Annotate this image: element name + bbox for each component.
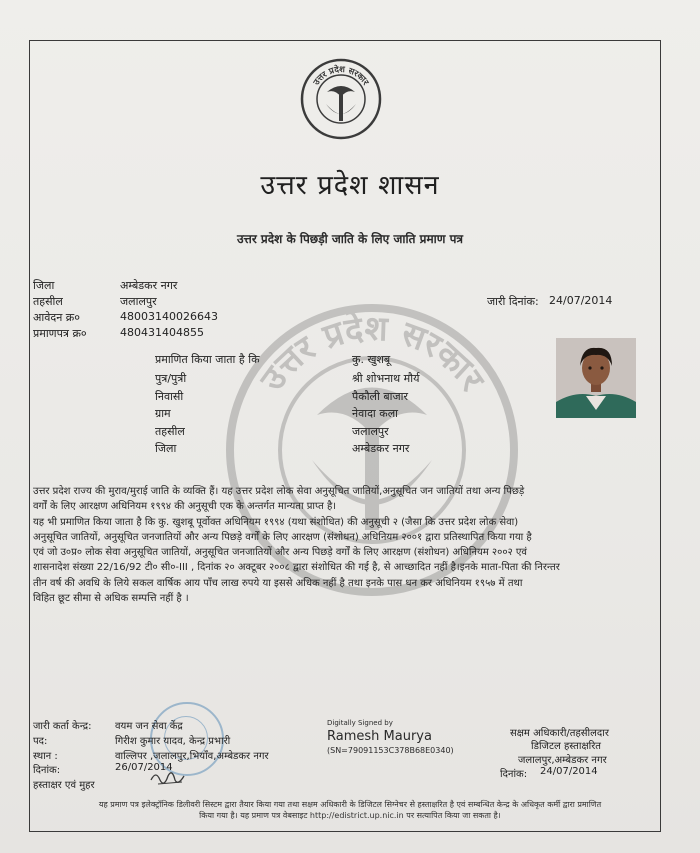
certificate-number: 480431404855	[120, 326, 204, 339]
handwritten-signature-icon	[148, 766, 190, 790]
date-label: दिनांक:	[33, 765, 61, 776]
person-district-label: जिला	[155, 442, 177, 455]
issue-date-value: 24/07/2014	[549, 294, 613, 307]
body-line: विहित छूट सीमा से अधिक सम्पत्ति नहीं है ।	[33, 593, 189, 605]
body-line: एवं जो उ०प्र० लोक सेवा अनुसूचित जातियों, अनुसूचित जनजातियों और अन्य पिछड़े वर्गों के लिए आरक्षण (संशोधन) अधिनियम २००२ एवं	[33, 547, 527, 559]
authority-title: सक्षम अधिकारी/तहसीलदार	[510, 728, 609, 739]
authority-place: जलालपुर,अम्बेडकर नगर	[518, 755, 607, 766]
person-tehsil-value: जलालपुर	[352, 425, 389, 438]
verification-notice: यह प्रमाण पत्र इलेक्ट्रॉनिक डिलीवरी सिस्टम द्वारा तैयार किया गया तथा सक्षम अधिकारी के डिजिटल सिग्नेचर से हस्ताक्षरित है एवं सम्बन्धित केन्द्र के अधिकृत कर्मी द्वारा प्रमाणित	[98, 800, 602, 809]
applicant-name: कु. खुशबू	[352, 353, 391, 366]
post-label: पद:	[33, 736, 48, 747]
tehsil-label: तहसील	[33, 295, 63, 308]
certificate-body	[33, 484, 661, 606]
body-line: तीन वर्ष की अवधि के लिये सकल वार्षिक आय पाँच लाख रुपये या इससे अधिक नहीं है तथा इनके पास धन कर अधिनियम १९५७ में तथा	[33, 577, 523, 589]
authority-digital: डिजिटल हस्ताक्षरित	[531, 741, 601, 752]
applicant-photo	[556, 338, 636, 418]
issue-date-label: जारी दिनांक:	[487, 295, 539, 308]
svg-text:उत्तर प्रदेश सरकार: उत्तर प्रदेश सरकार	[311, 64, 371, 88]
page-title: उत्तर प्रदेश शासन	[260, 170, 440, 201]
certificate-number-label: प्रमाणपत्र क्र०	[33, 327, 87, 340]
issuing-center-value: वयम जन सेवा केंद्र	[115, 721, 183, 732]
village-value: नेवादा कला	[352, 407, 399, 420]
application-label: आवेदन क्र०	[33, 311, 80, 324]
place-value: वाल्लिपर ,जलालपुर,भियाँव,अम्बेडकर नगर	[115, 751, 269, 762]
digital-signed-by-label: Digitally Signed by	[327, 719, 393, 727]
place-label: स्थान :	[33, 751, 58, 762]
verification-notice-url: किया गया है। यह प्रमाण पत्र वेबसाइट http://edistrict.up.nic.in पर सत्यापित किया जा सकता है।	[199, 811, 501, 820]
body-line: शासनादेश संख्या 22/16/92 टी० सी०-III , दिनांक २० अक्टूबर २००८ द्वारा संशोधित की गई है, से आच्छादित नहीं है।इनके माता-पिता की निरन्तर	[33, 562, 560, 574]
district-value: अम्बेडकर नगर	[120, 279, 178, 292]
issuing-center-label: जारी कर्ता केन्द्र:	[33, 721, 92, 732]
resident-label: निवासी	[155, 390, 184, 403]
signature-label: हस्ताक्षर एवं मुहर	[33, 780, 95, 791]
body-line: यह भी प्रमाणित किया जाता है कि कु. खुशबू पूर्वोक्त अधिनियम १९९४ (यथा संशोधित) की अनुसूची २ (जैसा कि उत्तर प्रदेश लोक सेवा)	[33, 516, 519, 528]
tehsil-value: जलालपुर	[120, 295, 157, 308]
father-name: श्री शोभनाथ मौर्य	[352, 372, 420, 385]
relation-label: पुत्र/पुत्री	[155, 372, 187, 385]
signer-name: Ramesh Maurya	[327, 729, 432, 744]
certificate-subtitle: उत्तर प्रदेश के पिछड़ी जाति के लिए जाति प्रमाण पत्र	[236, 232, 464, 246]
district-label: जिला	[33, 279, 55, 292]
signer-serial: (SN=79091153C378B68E0340)	[327, 746, 454, 755]
body-line: वर्गों के लिए आरक्षण अधिनियम १९९४ की अनुसूची एक के अन्तर्गत मान्यता प्राप्त है।	[33, 501, 337, 513]
svg-text:उत्तर प्रदेश सरकार: उत्तर प्रदेश सरकार	[252, 308, 492, 399]
applicant-portrait-icon	[556, 338, 636, 418]
resident-value: पैकौली बाजार	[352, 390, 408, 403]
post-value: गिरीश कुमार यादव, केन्द्र प्रभारी	[115, 736, 231, 747]
body-line: उत्तर प्रदेश राज्य की मुराव/मुराई जाति के व्यक्ति हैं। यह उत्तर प्रदेश लोक सेवा अनुसूचित जातियों,अनुसूचित जन जातियों तथा अन्य पिछड़े	[33, 486, 525, 497]
certified-label: प्रमाणित किया जाता है कि	[155, 353, 260, 366]
person-tehsil-label: तहसील	[155, 425, 185, 438]
date-value: 26/07/2014	[115, 762, 173, 773]
person-district-value: अम्बेडकर नगर	[352, 442, 410, 455]
authority-date-label: दिनांक:	[500, 769, 528, 780]
body-line: अनुसूचित जातियों, अनुसूचित जनजातियों और अन्य पिछड़े वर्गों के लिए आरक्षण (संशोधन) अधिनियम २००१ द्वारा प्रतिस्थापित किया गया है	[33, 531, 532, 543]
application-number: 48003140026643	[120, 310, 218, 323]
village-label: ग्राम	[155, 407, 171, 420]
authority-date-value: 24/07/2014	[540, 766, 598, 777]
up-government-emblem-icon	[300, 58, 382, 140]
